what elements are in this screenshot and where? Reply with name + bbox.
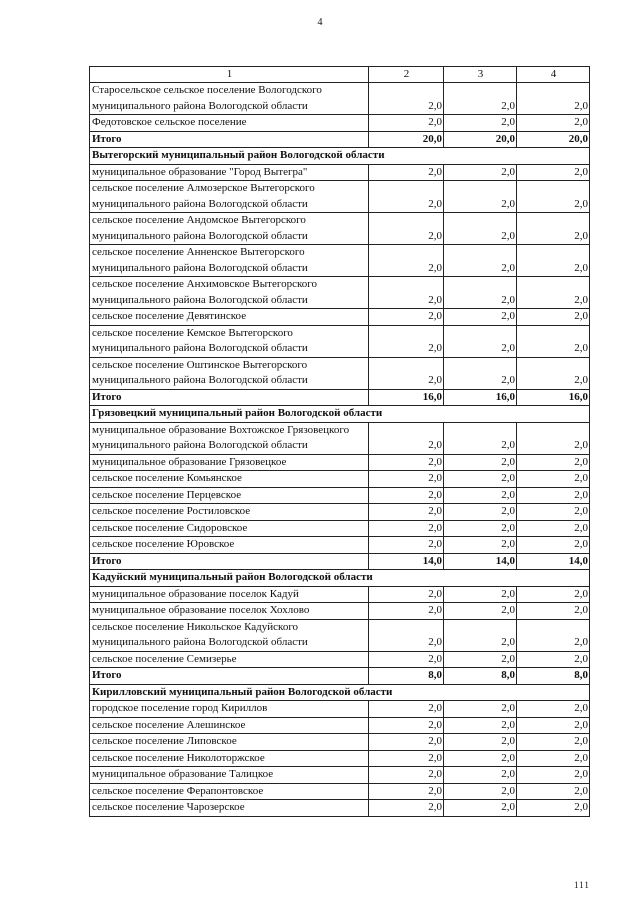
value-cell: 2,0: [369, 603, 444, 620]
settlement-name: сельское поселение Никольское Кадуйского муниципального района Вологодской области: [90, 619, 369, 651]
settlement-name: сельское поселение Андомское Вытегорского муниципального района Вологодской области: [90, 213, 369, 245]
value-cell: 2,0: [369, 717, 444, 734]
settlement-name: сельское поселение Девятинское: [90, 309, 369, 326]
allocation-table: [89, 66, 590, 817]
region-header-row: [90, 148, 590, 165]
column-header: 4: [517, 67, 590, 83]
value-cell: 2,0: [444, 245, 517, 277]
total-row: [90, 553, 590, 570]
settlement-name: муниципальное образование "Город Вытегра": [90, 164, 369, 181]
value-cell: 2,0: [369, 181, 444, 213]
value-cell: 2,0: [369, 767, 444, 784]
table-row: [90, 800, 590, 817]
value-cell: 2,0: [517, 750, 590, 767]
value-cell: 2,0: [517, 487, 590, 504]
settlement-name: сельское поселение Чарозерское: [90, 800, 369, 817]
settlement-name: сельское поселение Семизерье: [90, 651, 369, 668]
value-cell: 2,0: [517, 767, 590, 784]
value-cell: 2,0: [369, 454, 444, 471]
table-row: [90, 325, 590, 357]
total-row: [90, 389, 590, 406]
value-cell: 2,0: [444, 325, 517, 357]
settlement-name: Итого: [90, 553, 369, 570]
value-cell: 2,0: [444, 471, 517, 488]
value-cell: 8,0: [444, 668, 517, 685]
table-row: [90, 454, 590, 471]
region-header-row: [90, 684, 590, 701]
value-cell: 2,0: [517, 734, 590, 751]
table-row: [90, 422, 590, 454]
value-cell: 2,0: [444, 537, 517, 554]
settlement-name: Федотовское сельское поселение: [90, 115, 369, 132]
value-cell: 2,0: [517, 586, 590, 603]
table-row: [90, 750, 590, 767]
settlement-name: Итого: [90, 668, 369, 685]
total-row: [90, 131, 590, 148]
settlement-name: сельское поселение Николоторжское: [90, 750, 369, 767]
column-header: 2: [369, 67, 444, 83]
table-row: [90, 520, 590, 537]
footer-mark: 111: [574, 880, 590, 890]
region-name: Грязовецкий муниципальный район Вологодской области: [90, 406, 590, 423]
table-row: [90, 651, 590, 668]
value-cell: 2,0: [517, 504, 590, 521]
table-row: [90, 487, 590, 504]
value-cell: 2,0: [517, 213, 590, 245]
table-header-row: [90, 67, 590, 83]
settlement-name: сельское поселение Алмозерское Вытегорского муниципального района Вологодской области: [90, 181, 369, 213]
region-name: Кадуйский муниципальный район Вологодской области: [90, 570, 590, 587]
table-row: [90, 767, 590, 784]
value-cell: 2,0: [369, 471, 444, 488]
value-cell: 2,0: [369, 619, 444, 651]
table-row: [90, 701, 590, 718]
table-row: [90, 603, 590, 620]
value-cell: 2,0: [517, 309, 590, 326]
value-cell: 2,0: [369, 213, 444, 245]
settlement-name: сельское поселение Кемское Вытегорского муниципального района Вологодской области: [90, 325, 369, 357]
value-cell: 2,0: [444, 520, 517, 537]
value-cell: 2,0: [444, 734, 517, 751]
value-cell: 2,0: [517, 537, 590, 554]
value-cell: 2,0: [444, 115, 517, 132]
value-cell: 2,0: [369, 701, 444, 718]
value-cell: 2,0: [444, 767, 517, 784]
value-cell: 8,0: [517, 668, 590, 685]
settlement-name: сельское поселение Комьянское: [90, 471, 369, 488]
value-cell: 2,0: [444, 504, 517, 521]
table-row: [90, 504, 590, 521]
value-cell: 2,0: [517, 717, 590, 734]
value-cell: 2,0: [444, 357, 517, 389]
value-cell: 14,0: [369, 553, 444, 570]
value-cell: 2,0: [369, 357, 444, 389]
value-cell: 2,0: [444, 586, 517, 603]
value-cell: 2,0: [369, 783, 444, 800]
table-row: [90, 471, 590, 488]
value-cell: 2,0: [369, 422, 444, 454]
table-row: [90, 586, 590, 603]
value-cell: 2,0: [444, 701, 517, 718]
value-cell: 8,0: [369, 668, 444, 685]
value-cell: 2,0: [369, 487, 444, 504]
value-cell: 20,0: [517, 131, 590, 148]
table-row: [90, 115, 590, 132]
value-cell: 2,0: [517, 115, 590, 132]
value-cell: 2,0: [369, 325, 444, 357]
column-header: 1: [90, 67, 369, 83]
table-row: [90, 164, 590, 181]
table-row: [90, 309, 590, 326]
value-cell: 16,0: [369, 389, 444, 406]
value-cell: 2,0: [444, 783, 517, 800]
value-cell: 16,0: [444, 389, 517, 406]
value-cell: 2,0: [369, 537, 444, 554]
value-cell: 16,0: [517, 389, 590, 406]
value-cell: 2,0: [444, 717, 517, 734]
settlement-name: сельское поселение Анненское Вытегорского муниципального района Вологодской области: [90, 245, 369, 277]
value-cell: 2,0: [444, 603, 517, 620]
settlement-name: сельское поселение Перцевское: [90, 487, 369, 504]
page-number: 4: [317, 17, 323, 28]
value-cell: 2,0: [369, 520, 444, 537]
table-row: [90, 245, 590, 277]
table-row: [90, 619, 590, 651]
settlement-name: сельское поселение Юровское: [90, 537, 369, 554]
value-cell: 2,0: [369, 309, 444, 326]
value-cell: 2,0: [369, 245, 444, 277]
value-cell: 2,0: [517, 471, 590, 488]
value-cell: 2,0: [517, 701, 590, 718]
value-cell: 2,0: [369, 504, 444, 521]
value-cell: 14,0: [517, 553, 590, 570]
value-cell: 2,0: [517, 422, 590, 454]
value-cell: 2,0: [517, 277, 590, 309]
table-row: [90, 783, 590, 800]
value-cell: 2,0: [369, 277, 444, 309]
table-row: [90, 181, 590, 213]
value-cell: 2,0: [444, 487, 517, 504]
settlement-name: муниципальное образование поселок Кадуй: [90, 586, 369, 603]
value-cell: 2,0: [517, 603, 590, 620]
region-header-row: [90, 570, 590, 587]
settlement-name: муниципальное образование Вохтожское Грязовецкого муниципального района Вологодской области: [90, 422, 369, 454]
value-cell: 2,0: [517, 520, 590, 537]
value-cell: 2,0: [517, 454, 590, 471]
value-cell: 2,0: [517, 83, 590, 115]
value-cell: 2,0: [517, 357, 590, 389]
settlement-name: Итого: [90, 131, 369, 148]
column-header: 3: [444, 67, 517, 83]
value-cell: 2,0: [517, 181, 590, 213]
value-cell: 2,0: [517, 245, 590, 277]
value-cell: 2,0: [444, 277, 517, 309]
table-row: [90, 277, 590, 309]
value-cell: 2,0: [517, 164, 590, 181]
settlement-name: сельское поселение Ростиловское: [90, 504, 369, 521]
value-cell: 2,0: [369, 651, 444, 668]
settlement-name: Итого: [90, 389, 369, 406]
value-cell: 2,0: [517, 619, 590, 651]
value-cell: 2,0: [369, 750, 444, 767]
settlement-name: сельское поселение Анхимовское Вытегорского муниципального района Вологодской области: [90, 277, 369, 309]
value-cell: 2,0: [444, 750, 517, 767]
settlement-name: сельское поселение Оштинское Вытегорского муниципального района Вологодской области: [90, 357, 369, 389]
value-cell: 14,0: [444, 553, 517, 570]
table-row: [90, 717, 590, 734]
value-cell: 2,0: [517, 325, 590, 357]
table-row: [90, 83, 590, 115]
table-row: [90, 734, 590, 751]
value-cell: 2,0: [444, 619, 517, 651]
settlement-name: муниципальное образование Талицкое: [90, 767, 369, 784]
value-cell: 2,0: [444, 454, 517, 471]
value-cell: 2,0: [369, 586, 444, 603]
value-cell: 2,0: [369, 164, 444, 181]
region-name: Кирилловский муниципальный район Вологодской области: [90, 684, 590, 701]
region-name: Вытегорский муниципальный район Вологодской области: [90, 148, 590, 165]
total-row: [90, 668, 590, 685]
value-cell: 20,0: [369, 131, 444, 148]
value-cell: 2,0: [444, 213, 517, 245]
settlement-name: сельское поселение Сидоровское: [90, 520, 369, 537]
value-cell: 2,0: [517, 783, 590, 800]
settlement-name: муниципальное образование поселок Хохлово: [90, 603, 369, 620]
value-cell: 2,0: [517, 651, 590, 668]
value-cell: 2,0: [444, 164, 517, 181]
table-row: [90, 537, 590, 554]
value-cell: 2,0: [444, 309, 517, 326]
value-cell: 2,0: [517, 800, 590, 817]
settlement-name: Старосельское сельское поселение Вологодского муниципального района Вологодской области: [90, 83, 369, 115]
table-row: [90, 357, 590, 389]
value-cell: 2,0: [369, 734, 444, 751]
value-cell: 2,0: [444, 83, 517, 115]
region-header-row: [90, 406, 590, 423]
value-cell: 2,0: [444, 181, 517, 213]
value-cell: 2,0: [369, 115, 444, 132]
value-cell: 2,0: [369, 800, 444, 817]
value-cell: 2,0: [444, 800, 517, 817]
settlement-name: сельское поселение Ферапонтовское: [90, 783, 369, 800]
value-cell: 2,0: [444, 651, 517, 668]
value-cell: 2,0: [369, 83, 444, 115]
table-row: [90, 213, 590, 245]
settlement-name: городское поселение город Кириллов: [90, 701, 369, 718]
value-cell: 2,0: [444, 422, 517, 454]
value-cell: 20,0: [444, 131, 517, 148]
settlement-name: муниципальное образование Грязовецкое: [90, 454, 369, 471]
settlement-name: сельское поселение Липовское: [90, 734, 369, 751]
settlement-name: сельское поселение Алешинское: [90, 717, 369, 734]
